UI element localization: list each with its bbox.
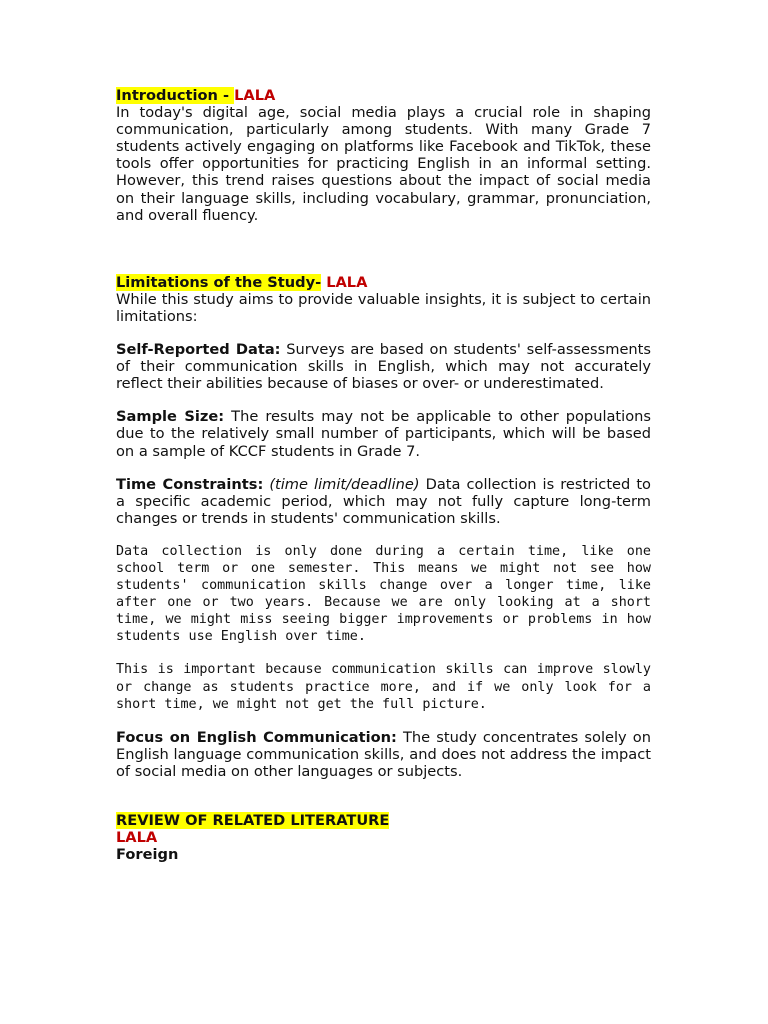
importance-paragraph: This is important because communication skills can improve slowly or change as students practice more, and if we only look for a short time, we might not get the full picture.: [116, 662, 651, 712]
data-collection-paragraph: Data collection is only done during a certain time, like one school term or one semester. This means we might not see how students' communication skills change over a longer time, like after one or two years. Because we are only looking at a short time, we might miss seeing bigger improvements or problems in how students use English over time.: [116, 543, 651, 645]
sample-size-text: The results may not be applicable to other populations due to the relatively small number of participants, which will be based on a sample of KCCF students in Grade 7.: [116, 408, 651, 460]
time-constraints-label: Time Constraints:: [116, 475, 264, 493]
self-reported-label: Self-Reported Data:: [116, 341, 281, 359]
limitations-intro: While this study aims to provide valuable insights, it is subject to certain limitations:: [116, 290, 651, 325]
introduction-body: In today's digital age, social media plays a crucial role in shaping communication, particularly among students. With many Grade 7 students actively engaging on platforms like Facebook and TikTok, these tools offer opportunities for practicing English in an informal setting. However, this trend raises questions about the impact of social media on their language skills, including vocabulary, grammar, pronunciation, and overall fluency.: [116, 104, 651, 224]
time-constraints-note: (time limit/deadline): [263, 475, 420, 493]
introduction-tag: LALA: [234, 87, 276, 104]
self-reported-text: Surveys are based on students' self-assessments of their communication skills in English, which may not accurately reflect their abilities because of biases or over- or underestimated.: [116, 341, 651, 393]
sample-size-label: Sample Size:: [116, 408, 225, 426]
review-heading-line: [116, 812, 651, 829]
introduction-heading-line: [116, 87, 651, 104]
time-constraints-text: Data collection is restricted to a specific academic period, which may not fully capture long-term changes or trends in students' communication skills.: [116, 475, 651, 527]
limitations-tag: LALA: [326, 273, 368, 291]
focus-paragraph: [116, 729, 651, 780]
document-page: [116, 87, 651, 863]
review-tag: LALA: [116, 829, 158, 847]
limitations-heading: Limitations of the Study-: [116, 273, 322, 291]
focus-label: Focus on English Communication:: [116, 728, 397, 746]
sample-size-paragraph: [116, 408, 651, 459]
introduction-heading: Introduction -: [116, 87, 235, 104]
review-subheading: Foreign: [116, 846, 179, 864]
focus-text: The study concentrates solely on English language communication skills, and does not address the impact of social media on other languages or subjects.: [116, 728, 651, 780]
review-heading: REVIEW OF RELATED LITERATURE: [116, 812, 390, 829]
limitations-heading-line: [116, 274, 651, 291]
self-reported-paragraph: [116, 341, 651, 392]
time-constraints-paragraph: [116, 476, 651, 527]
